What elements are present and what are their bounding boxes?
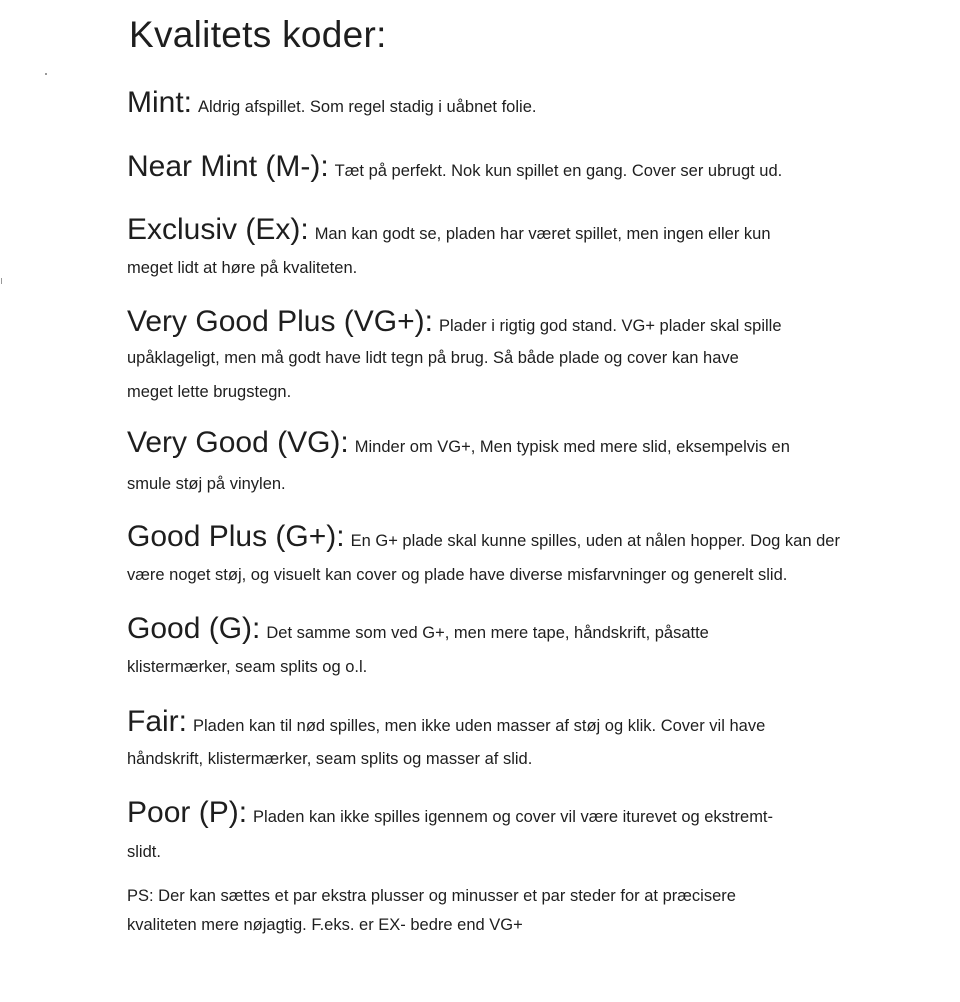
description-continued: slidt. <box>127 843 161 861</box>
ps-note: PS: Der kan sættes et par ekstra plusser og minusser et par steder for at præcisere <box>127 887 736 905</box>
description: Plader i rigtig god stand. VG+ plader skal spille <box>438 317 782 335</box>
page-title: Kvalitets koder: <box>129 14 387 55</box>
description-continued: smule støj på vinylen. <box>127 475 286 493</box>
description-continued: være noget støj, og visuelt kan cover og plade have diverse misfarvninger og generelt slid. <box>127 566 788 584</box>
description: Tæt på perfekt. Nok kun spillet en gang. Cover ser ubrugt ud. <box>334 162 783 180</box>
scan-speck <box>1 278 2 284</box>
description: En G+ plade skal kunne spilles, uden at nålen hopper. Dog kan der <box>350 532 840 550</box>
term: Near Mint (M-): <box>127 150 329 183</box>
entry-poor <box>127 796 773 830</box>
entry-exclusiv <box>127 213 771 247</box>
entry-mint <box>127 86 536 120</box>
term: Exclusiv (Ex): <box>127 213 309 246</box>
description: Man kan godt se, pladen har været spillet, men ingen eller kun <box>314 225 771 243</box>
entry-fair <box>127 705 765 739</box>
entry-near-mint <box>127 150 782 184</box>
description: Minder om VG+, Men typisk med mere slid, eksempelvis en <box>354 438 790 456</box>
scan-speck <box>45 73 47 75</box>
term: Good Plus (G+): <box>127 520 345 553</box>
entry-good-plus <box>127 520 840 554</box>
entry-very-good <box>127 426 790 460</box>
description: Pladen kan til nød spilles, men ikke uden masser af støj og klik. Cover vil have <box>193 717 766 735</box>
term: Fair: <box>127 705 187 738</box>
ps-note-continued: kvaliteten mere nøjagtig. F.eks. er EX- bedre end VG+ <box>127 916 523 934</box>
term: Very Good (VG): <box>127 426 349 459</box>
entry-good <box>127 612 709 646</box>
description: Pladen kan ikke spilles igennem og cover vil være iturevet og ekstremt- <box>253 808 774 826</box>
term: Mint: <box>127 86 193 119</box>
description-continued: upåklageligt, men må godt have lidt tegn på brug. Så både plade og cover kan have <box>127 349 739 367</box>
description-continued: meget lette brugstegn. <box>127 383 292 401</box>
description-continued: håndskrift, klistermærker, seam splits og masser af slid. <box>127 750 533 768</box>
description-continued: klistermærker, seam splits og o.l. <box>127 658 368 676</box>
term: Very Good Plus (VG+): <box>127 305 433 338</box>
term: Poor (P): <box>127 796 248 829</box>
description-continued: meget lidt at høre på kvaliteten. <box>127 259 358 277</box>
description: Aldrig afspillet. Som regel stadig i uåbnet folie. <box>198 98 537 116</box>
term: Good (G): <box>127 612 261 645</box>
description: Det samme som ved G+, men mere tape, håndskrift, påsatte <box>266 624 709 642</box>
entry-very-good-plus <box>127 305 782 339</box>
